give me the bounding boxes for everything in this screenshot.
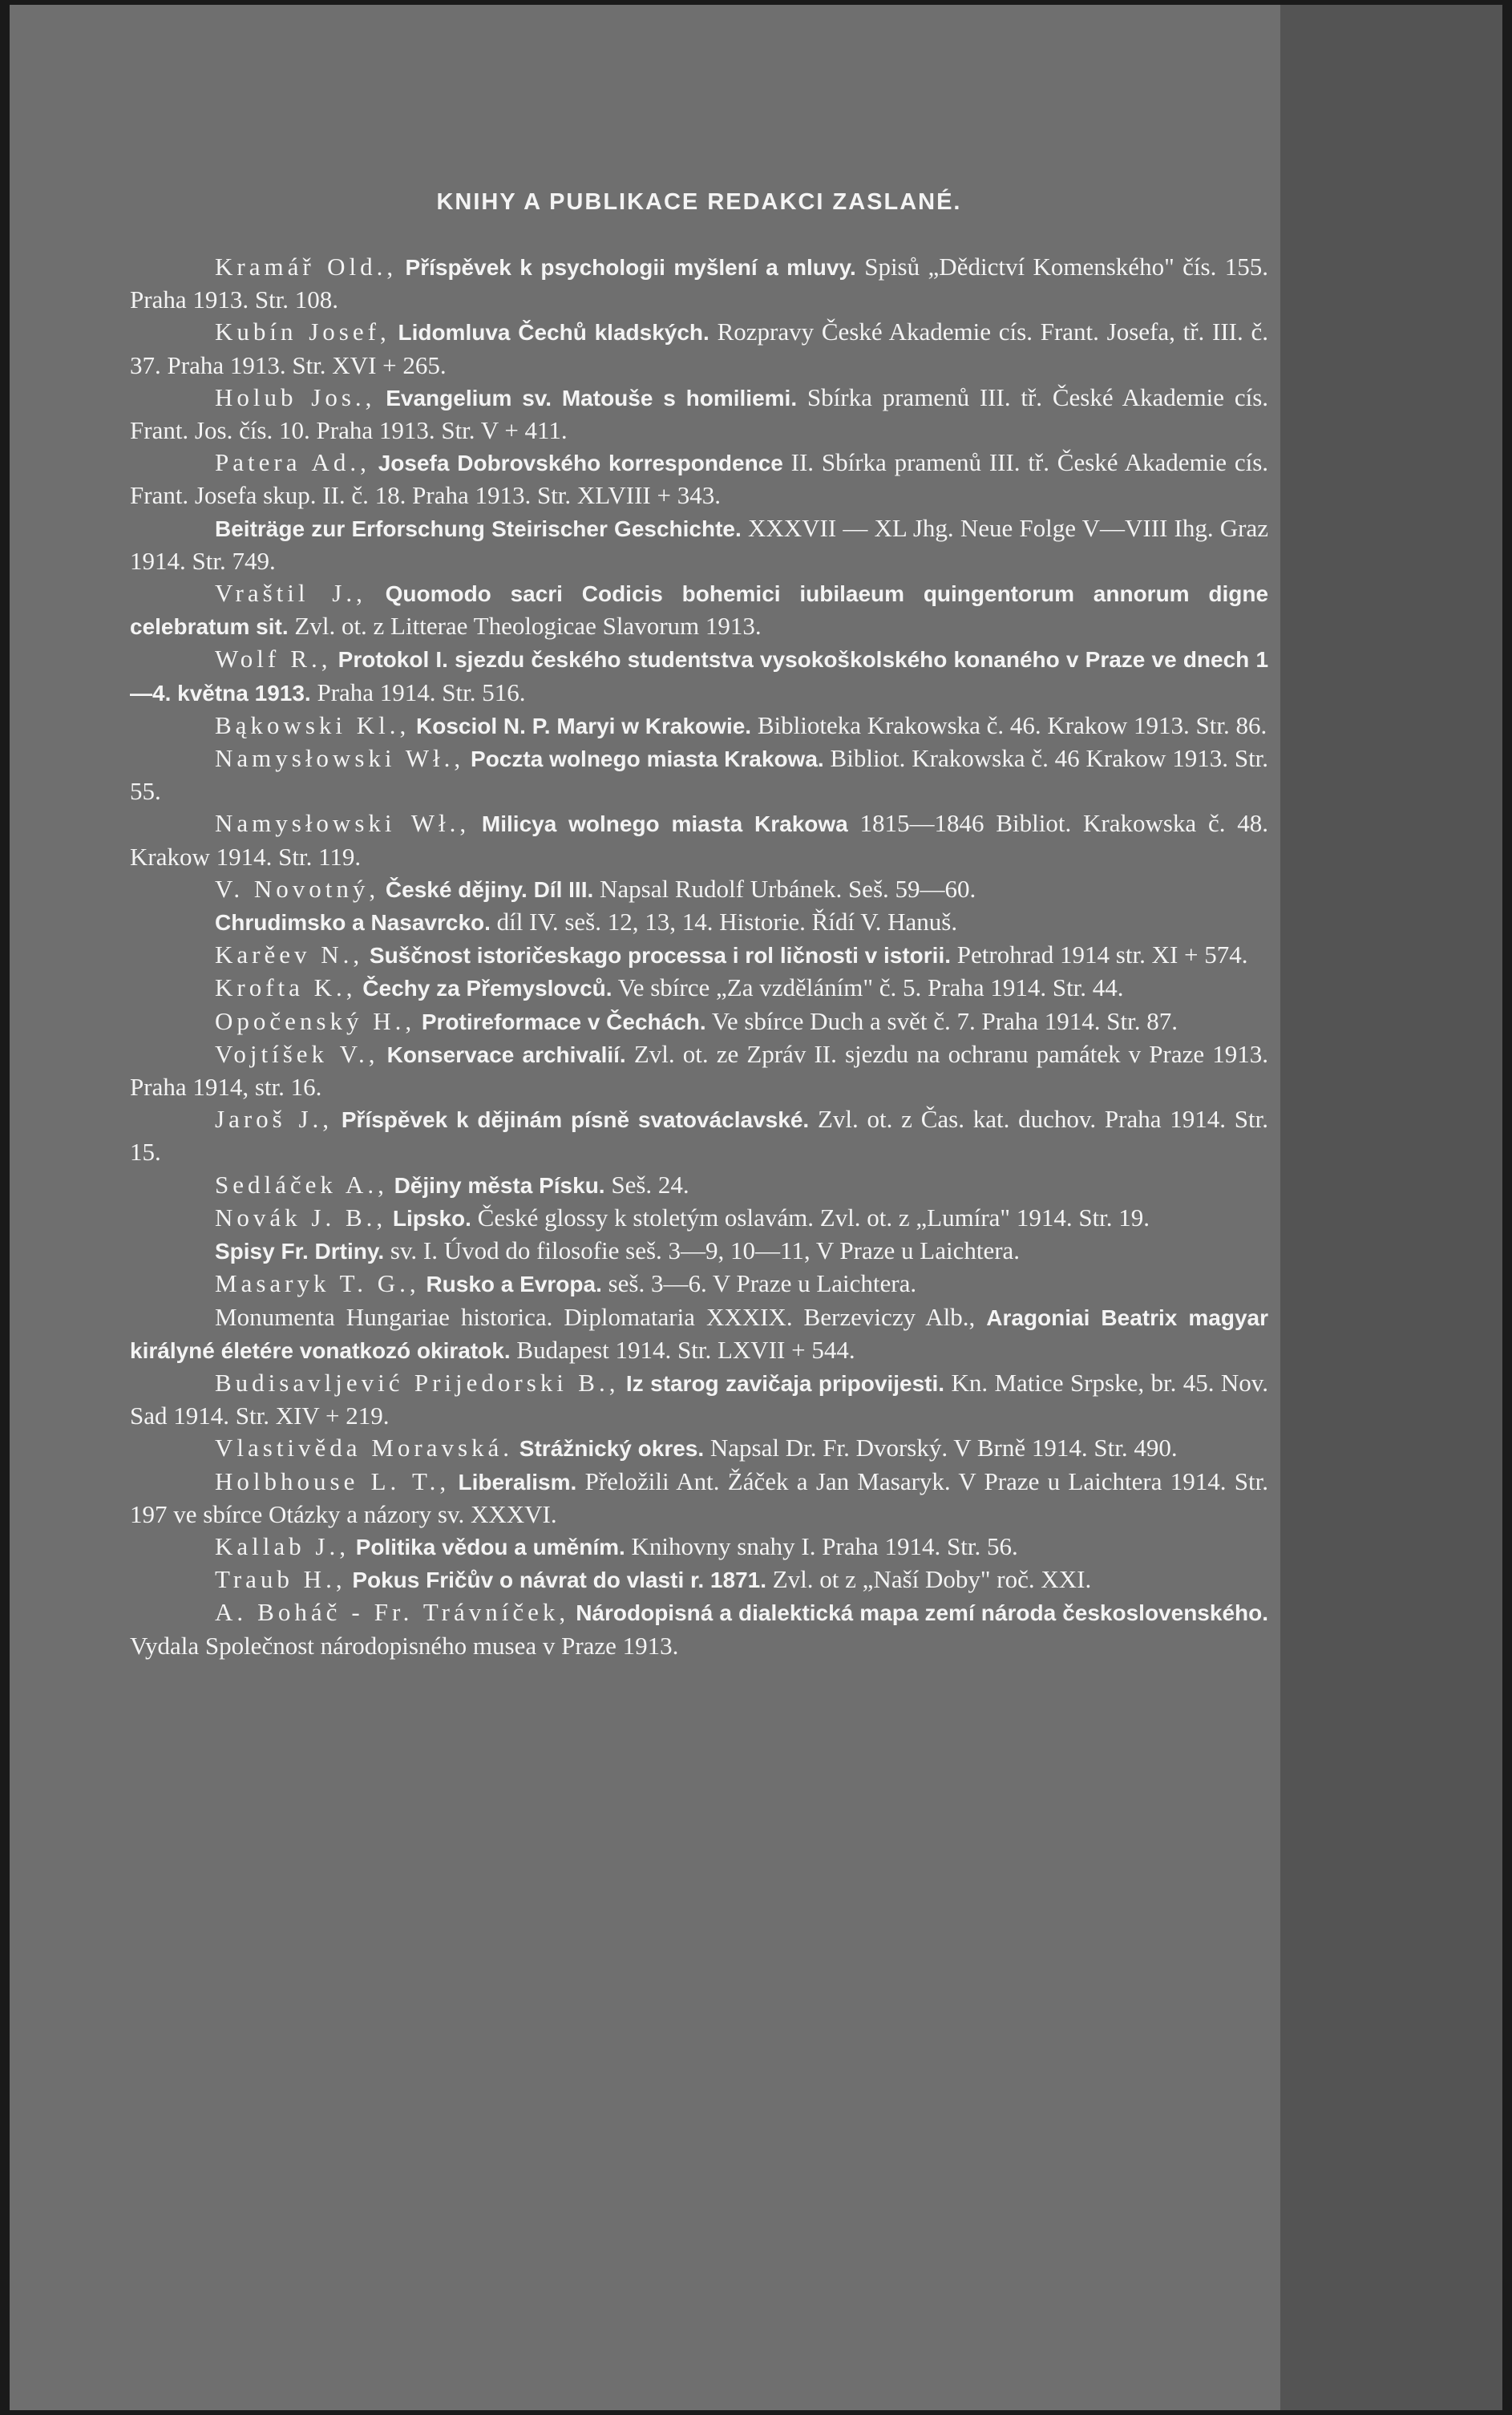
bibliography-entry (130, 906, 1268, 939)
entry-title: Liberalism. (458, 1469, 577, 1495)
entry-author: Vraštil J., (215, 579, 366, 608)
entry-author: Patera Ad., (215, 448, 370, 477)
entry-list (130, 251, 1268, 1662)
entry-title: České dějiny. Díl III. (385, 876, 594, 902)
entry-author: Masaryk T. G., (215, 1269, 420, 1298)
bibliography-entry (130, 1038, 1268, 1103)
entry-details: seš. 3—6. V Praze u Laichtera. (608, 1269, 917, 1298)
bibliography-entry (130, 710, 1268, 742)
entry-author: Sedláček A., (215, 1170, 388, 1199)
page-heading: KNIHY A PUBLIKACE REDAKCI ZASLANÉ. (436, 189, 962, 215)
entry-details: II. Sbírka pramenů III. tř. České Akademie cís. Frant. Josefa skup. II. č. 18. Praha 1913. Str. XLVIII + 343. (130, 448, 1269, 510)
entry-title: Suščnost istoričeskago processa i rol ličnosti v istorii. (369, 943, 952, 969)
bibliography-entry (130, 1235, 1268, 1268)
entry-author: Jaroš J., (215, 1105, 334, 1134)
bibliography-entry (130, 316, 1268, 381)
bibliography-entry (130, 447, 1268, 512)
entry-details: Zvl. ot. ze Zpráv II. sjezdu na ochranu památek v Praze 1913. Praha 1914, str. 16. (130, 1039, 1268, 1102)
entry-details: Vydala Společnost národopisného musea v Praze 1913. (130, 1631, 679, 1660)
entry-details: České glossy k stoletým oslavám. Zvl. ot. z „Lumíra" 1914. Str. 19. (477, 1203, 1150, 1232)
entry-title: Pokus Fričův o návrat do vlasti r. 1871. (352, 1568, 766, 1593)
entry-details: Kn. Matice Srpske, br. 45. Nov. Sad 1914. Str. XIV + 219. (130, 1368, 1268, 1430)
entry-title: Strážnický okres. (519, 1436, 705, 1462)
entry-title: Poczta wolnego miasta Krakowa. (471, 746, 824, 772)
bibliography-entry (130, 1531, 1268, 1563)
entry-author: Krofta K., (215, 973, 357, 1002)
entry-details: Monumenta Hungariae historica. Diplomataria XXXIX. Berzeviczy Alb., (215, 1302, 976, 1331)
entry-title: Evangelium sv. Matouše s homiliemi. (386, 385, 798, 411)
entry-author: Opočenský H., (215, 1006, 416, 1035)
entry-details: Zvl. ot. z Čas. kat. duchov. Praha 1914. Str. 15. (130, 1105, 1269, 1167)
entry-details: Ve sbírce Duch a svět č. 7. Praha 1914. Str. 87. (711, 1006, 1178, 1035)
entry-details: Rozpravy České Akademie cís. Frant. Josefa, tř. III. č. 37. Praha 1913. Str. XVI + 265. (130, 318, 1269, 379)
entry-details: Budapest 1914. Str. LXVII + 544. (516, 1335, 855, 1364)
entry-title: Quomodo sacri Codicis bohemici iubilaeum quingentorum annorum digne celebratum sit. (130, 581, 1269, 640)
entry-title: Dějiny města Písku. (394, 1172, 605, 1198)
entry-title: Iz starog zavičaja pripovijesti. (625, 1370, 945, 1396)
entry-details: Napsal Dr. Fr. Dvorský. V Brně 1914. Str. 490. (710, 1434, 1178, 1462)
entry-details: Přeložili Ant. Žáček a Jan Masaryk. V Praze u Laichtera 1914. Str. 197 ve sbírce Otázky a názory sv. XXXVI. (130, 1466, 1269, 1528)
entry-title: Rusko a Evropa. (426, 1272, 602, 1297)
entry-title: Chrudimsko a Nasavrcko. (215, 910, 491, 936)
bibliography-entry (130, 1563, 1268, 1596)
bibliography-entry (130, 577, 1268, 643)
entry-author: Vojtíšek V., (215, 1039, 379, 1068)
entry-author: Kubín Josef, (215, 318, 390, 346)
entry-title: Spisy Fr. Drtiny. (215, 1239, 385, 1264)
entry-author: Holub Jos., (215, 382, 376, 411)
entry-author: Kramář Old., (215, 253, 398, 281)
entry-title: Politika vědou a uměním. (355, 1534, 625, 1559)
entry-details: Ve sbírce „Za vzděláním" č. 5. Praha 1914. Str. 44. (617, 973, 1124, 1002)
entry-title: Beiträge zur Erforschung Steirischer Geschichte. (215, 516, 742, 541)
entry-title: Lipsko. (392, 1205, 471, 1231)
entry-details: XXXVII — XL Jhg. Neue Folge V—VIII Ihg. Graz 1914. Str. 749. (130, 513, 1269, 575)
bibliography-entry (130, 972, 1268, 1005)
entry-title: Příspěvek k dějinám písně svatováclavské. (341, 1107, 810, 1133)
entry-author: A. Boháč - Fr. Trávníček, (215, 1598, 570, 1627)
bibliography-entry (130, 873, 1268, 906)
entry-title: Milicya wolnego miasta Krakowa (481, 811, 848, 837)
entry-details: díl IV. seš. 12, 13, 14. Historie. Řídí V. Hanuš. (496, 908, 958, 936)
bibliography-entry (130, 1202, 1268, 1235)
entry-title: Konservace archivalií. (386, 1042, 626, 1067)
entry-author: Namysłowski Wł., (215, 744, 465, 773)
entry-author: Namysłowski Wł., (215, 809, 471, 838)
entry-details: Zvl. ot z „Naší Doby" roč. XXI. (772, 1565, 1092, 1594)
page-margin-shadow (1280, 5, 1502, 2410)
entry-author: Novák J. B., (215, 1203, 387, 1232)
entry-details: Bibliot. Krakowska č. 46 Krakow 1913. Str. 55. (130, 744, 1269, 806)
entry-details: 1815—1846 Bibliot. Krakowska č. 48. Krakow 1914. Str. 119. (130, 809, 1269, 871)
entry-author: Holbhouse L. T., (215, 1466, 451, 1495)
entry-details: Biblioteka Krakowska č. 46. Krakow 1913. Str. 86. (757, 710, 1267, 739)
entry-title: Příspěvek k psychologii myšlení a mluvy. (405, 255, 856, 280)
entry-details: Spisů „Dědictví Komenského" čís. 155. Praha 1913. Str. 108. (130, 253, 1269, 314)
bibliography-entry (130, 1169, 1268, 1202)
entry-author: Bąkowski Kl., (215, 710, 410, 739)
text-column (130, 189, 1268, 1662)
bibliography-entry (130, 643, 1268, 709)
bibliography-entry (130, 807, 1268, 872)
entry-details: Petrohrad 1914 str. XI + 574. (956, 941, 1248, 969)
bibliography-entry (130, 742, 1268, 807)
entry-author: Budisavljević Prijedorski B., (215, 1368, 620, 1397)
entry-details: Praha 1914. Str. 516. (317, 678, 526, 706)
bibliography-entry (130, 1466, 1268, 1531)
entry-author: V. Novotný, (215, 874, 380, 903)
entry-details: Zvl. ot. z Litterae Theologicae Slavorum 1913. (294, 612, 762, 641)
entry-author: Kallab J., (215, 1531, 350, 1560)
entry-title: Aragoniai Beatrix magyar királyné életére vonatkozó okiratok. (130, 1305, 1268, 1363)
scanned-page (10, 5, 1502, 2410)
entry-title: Čechy za Přemyslovců. (362, 976, 612, 1001)
entry-author: Traub H., (215, 1565, 346, 1594)
entry-title: Protokol I. sjezdu českého studentstva vysokoškolského konaného v Praze ve dnech 1—4. května 1913. (130, 647, 1269, 706)
entry-details: Napsal Rudolf Urbánek. Seš. 59—60. (600, 874, 976, 903)
bibliography-entry (130, 1367, 1268, 1432)
entry-details: Seš. 24. (611, 1170, 689, 1199)
entry-title: Kosciol N. P. Maryi w Krakowie. (416, 713, 752, 738)
entry-details: Knihovny snahy I. Praha 1914. Str. 56. (631, 1531, 1018, 1560)
entry-author: Karěev N., (215, 941, 364, 969)
bibliography-entry (130, 1301, 1268, 1367)
entry-title: Národopisná a dialektická mapa zemí národa československého. (576, 1600, 1269, 1626)
entry-author: Wolf R., (215, 645, 332, 674)
entry-title: Lidomluva Čechů kladských. (398, 320, 710, 346)
bibliography-entry (130, 382, 1268, 447)
bibliography-entry (130, 251, 1268, 316)
bibliography-entry (130, 1596, 1268, 1661)
entry-title: Josefa Dobrovského korrespondence (378, 451, 783, 476)
bibliography-entry (130, 939, 1268, 972)
bibliography-entry (130, 1005, 1268, 1038)
bibliography-entry (130, 1268, 1268, 1301)
bibliography-entry (130, 1103, 1268, 1168)
entry-details: Sbírka pramenů III. tř. České Akademie cís. Frant. Jos. čís. 10. Praha 1913. Str. V + 411. (130, 382, 1269, 445)
entry-author: Vlastivěda Moravská. (215, 1434, 514, 1462)
entry-title: Protireformace v Čechách. (421, 1009, 706, 1034)
bibliography-entry (130, 512, 1268, 577)
bibliography-entry (130, 1432, 1268, 1465)
entry-details: sv. I. Úvod do filosofie seš. 3—9, 10—11, V Praze u Laichtera. (390, 1236, 1021, 1265)
